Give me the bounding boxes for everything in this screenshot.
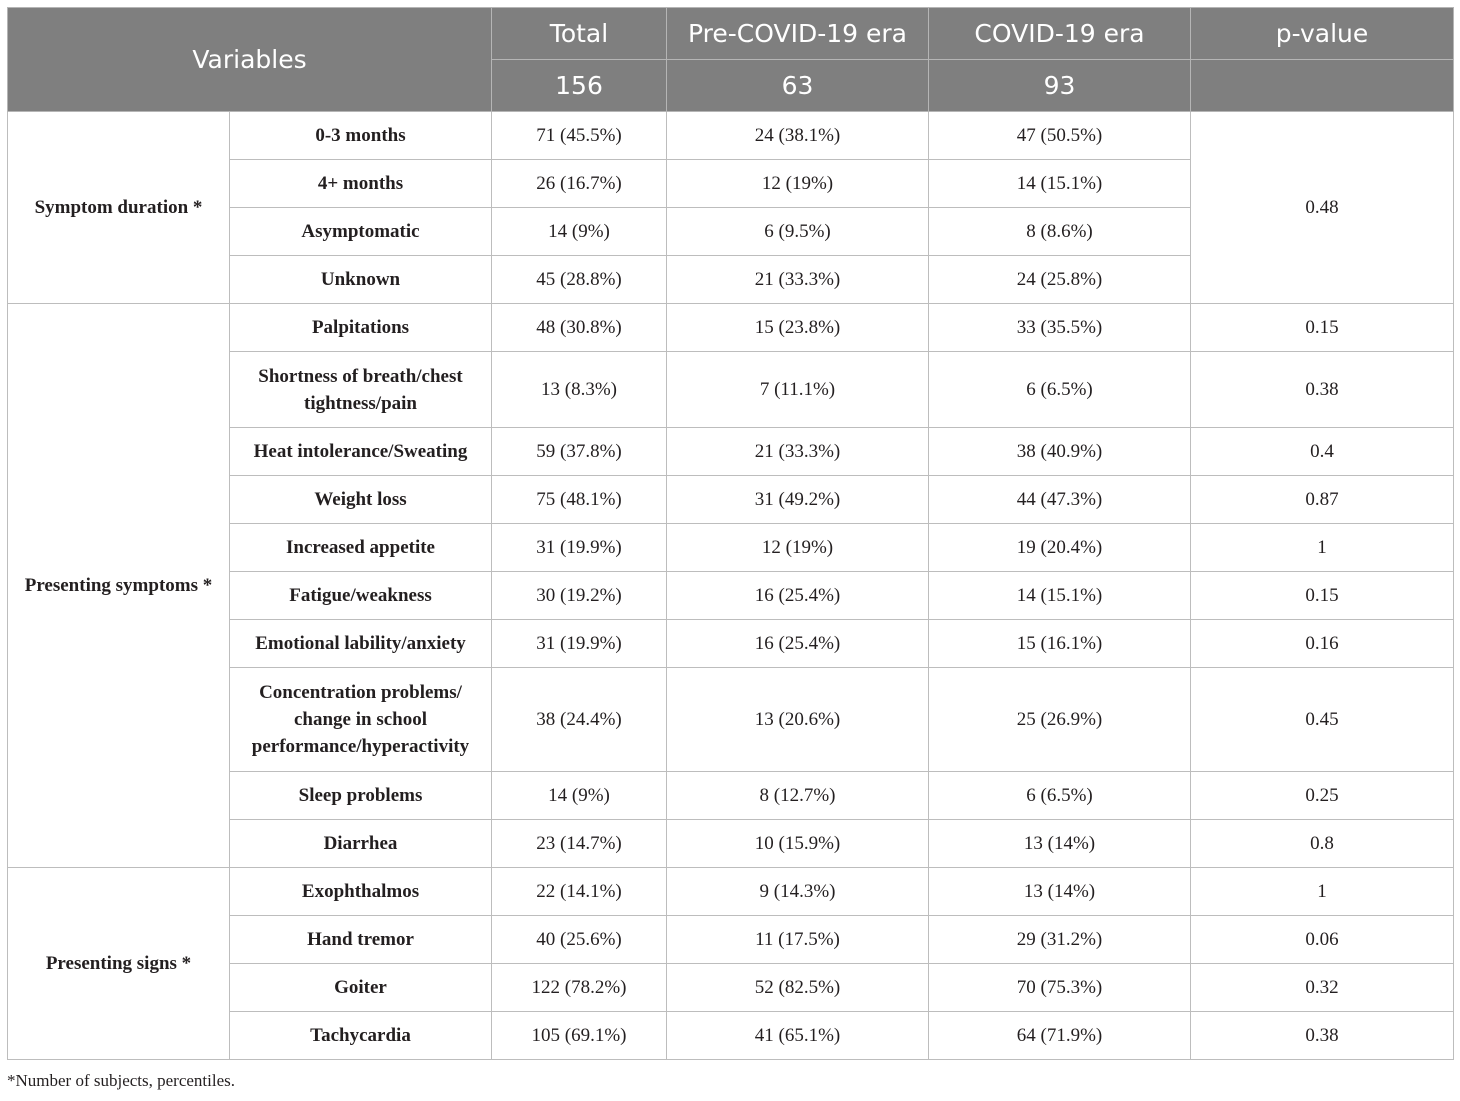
cell-covid: 8 (8.6%) — [929, 208, 1191, 256]
cell-total: 105 (69.1%) — [492, 1012, 667, 1060]
row-label: Asymptomatic — [230, 208, 492, 256]
row-label: Unknown — [230, 256, 492, 304]
row-label: Hand tremor — [230, 916, 492, 964]
cell-total: 59 (37.8%) — [492, 428, 667, 476]
cell-total: 45 (28.8%) — [492, 256, 667, 304]
header-n-pre-covid: 63 — [667, 60, 929, 112]
cell-p-value: 0.45 — [1191, 668, 1454, 772]
cell-covid: 6 (6.5%) — [929, 352, 1191, 428]
row-label: Heat intolerance/Sweating — [230, 428, 492, 476]
cell-p-value: 1 — [1191, 524, 1454, 572]
cell-p-value: 0.32 — [1191, 964, 1454, 1012]
row-label: Goiter — [230, 964, 492, 1012]
table-footnote: *Number of subjects, percentiles. — [7, 1071, 236, 1090]
group-presenting-symptoms: Presenting symptoms * — [8, 304, 230, 868]
row-label: Fatigue/weakness — [230, 572, 492, 620]
cell-covid: 33 (35.5%) — [929, 304, 1191, 352]
cell-pre-covid: 9 (14.3%) — [667, 868, 929, 916]
cell-p-value: 0.06 — [1191, 916, 1454, 964]
cell-total: 22 (14.1%) — [492, 868, 667, 916]
header-covid: COVID-19 era — [929, 8, 1191, 60]
header-pre-covid: Pre-COVID-19 era — [667, 8, 929, 60]
header-p-value: p-value — [1191, 8, 1454, 60]
cell-total: 14 (9%) — [492, 208, 667, 256]
cell-p-value: 0.87 — [1191, 476, 1454, 524]
header-variables: Variables — [8, 8, 492, 112]
row-label: 4+ months — [230, 160, 492, 208]
cell-p-value: 0.15 — [1191, 572, 1454, 620]
cell-covid: 15 (16.1%) — [929, 620, 1191, 668]
cell-p-value: 0.25 — [1191, 772, 1454, 820]
cell-pre-covid: 52 (82.5%) — [667, 964, 929, 1012]
cell-total: 31 (19.9%) — [492, 524, 667, 572]
cell-p-value: 0.38 — [1191, 352, 1454, 428]
cell-pre-covid: 21 (33.3%) — [667, 428, 929, 476]
cell-pre-covid: 8 (12.7%) — [667, 772, 929, 820]
cell-pre-covid: 16 (25.4%) — [667, 572, 929, 620]
cell-covid: 13 (14%) — [929, 868, 1191, 916]
cell-total: 23 (14.7%) — [492, 820, 667, 868]
header-n-p-value — [1191, 60, 1454, 112]
cell-covid: 25 (26.9%) — [929, 668, 1191, 772]
cell-pre-covid: 13 (20.6%) — [667, 668, 929, 772]
cell-pre-covid: 16 (25.4%) — [667, 620, 929, 668]
cell-total: 30 (19.2%) — [492, 572, 667, 620]
row-label: Shortness of breath/chest tightness/pain — [230, 352, 492, 428]
cell-pre-covid: 10 (15.9%) — [667, 820, 929, 868]
cell-total: 13 (8.3%) — [492, 352, 667, 428]
row-label: Tachycardia — [230, 1012, 492, 1060]
cell-total: 122 (78.2%) — [492, 964, 667, 1012]
cell-p-value: 0.16 — [1191, 620, 1454, 668]
cell-pre-covid: 15 (23.8%) — [667, 304, 929, 352]
row-label: Palpitations — [230, 304, 492, 352]
cell-pre-covid: 11 (17.5%) — [667, 916, 929, 964]
cell-pre-covid: 21 (33.3%) — [667, 256, 929, 304]
header-n-covid: 93 — [929, 60, 1191, 112]
header-total: Total — [492, 8, 667, 60]
cell-pre-covid: 7 (11.1%) — [667, 352, 929, 428]
row-label: Diarrhea — [230, 820, 492, 868]
cell-pre-covid: 31 (49.2%) — [667, 476, 929, 524]
cell-total: 75 (48.1%) — [492, 476, 667, 524]
row-label: Sleep problems — [230, 772, 492, 820]
row-label: 0-3 months — [230, 112, 492, 160]
group-presenting-signs: Presenting signs * — [8, 868, 230, 1060]
table-row — [8, 868, 1454, 916]
cell-covid: 6 (6.5%) — [929, 772, 1191, 820]
cell-total: 31 (19.9%) — [492, 620, 667, 668]
cell-covid: 19 (20.4%) — [929, 524, 1191, 572]
cell-covid: 38 (40.9%) — [929, 428, 1191, 476]
cell-p-value: 0.8 — [1191, 820, 1454, 868]
cell-total: 14 (9%) — [492, 772, 667, 820]
cell-pre-covid: 12 (19%) — [667, 524, 929, 572]
cell-total: 48 (30.8%) — [492, 304, 667, 352]
group-symptom-duration: Symptom duration * — [8, 112, 230, 304]
cell-total: 40 (25.6%) — [492, 916, 667, 964]
cell-covid: 44 (47.3%) — [929, 476, 1191, 524]
cell-covid: 64 (71.9%) — [929, 1012, 1191, 1060]
cell-total: 26 (16.7%) — [492, 160, 667, 208]
cell-total: 38 (24.4%) — [492, 668, 667, 772]
row-label: Increased appetite — [230, 524, 492, 572]
cell-p-value: 0.48 — [1191, 112, 1454, 304]
cell-p-value: 0.38 — [1191, 1012, 1454, 1060]
cell-covid: 14 (15.1%) — [929, 160, 1191, 208]
cell-p-value: 0.15 — [1191, 304, 1454, 352]
cell-covid: 47 (50.5%) — [929, 112, 1191, 160]
cell-pre-covid: 41 (65.1%) — [667, 1012, 929, 1060]
cell-covid: 70 (75.3%) — [929, 964, 1191, 1012]
cell-pre-covid: 24 (38.1%) — [667, 112, 929, 160]
row-label: Emotional lability/anxiety — [230, 620, 492, 668]
row-label: Exophthalmos — [230, 868, 492, 916]
cell-covid: 24 (25.8%) — [929, 256, 1191, 304]
cell-covid: 13 (14%) — [929, 820, 1191, 868]
cell-pre-covid: 6 (9.5%) — [667, 208, 929, 256]
cell-p-value: 1 — [1191, 868, 1454, 916]
row-label: Concentration problems/ change in school performance/hyperactivity — [230, 668, 492, 772]
cell-total: 71 (45.5%) — [492, 112, 667, 160]
cell-covid: 29 (31.2%) — [929, 916, 1191, 964]
table-row — [8, 112, 1454, 160]
table-row — [8, 304, 1454, 352]
cell-covid: 14 (15.1%) — [929, 572, 1191, 620]
header-n-total: 156 — [492, 60, 667, 112]
data-table — [7, 7, 1454, 1060]
cell-pre-covid: 12 (19%) — [667, 160, 929, 208]
row-label: Weight loss — [230, 476, 492, 524]
cell-p-value: 0.4 — [1191, 428, 1454, 476]
